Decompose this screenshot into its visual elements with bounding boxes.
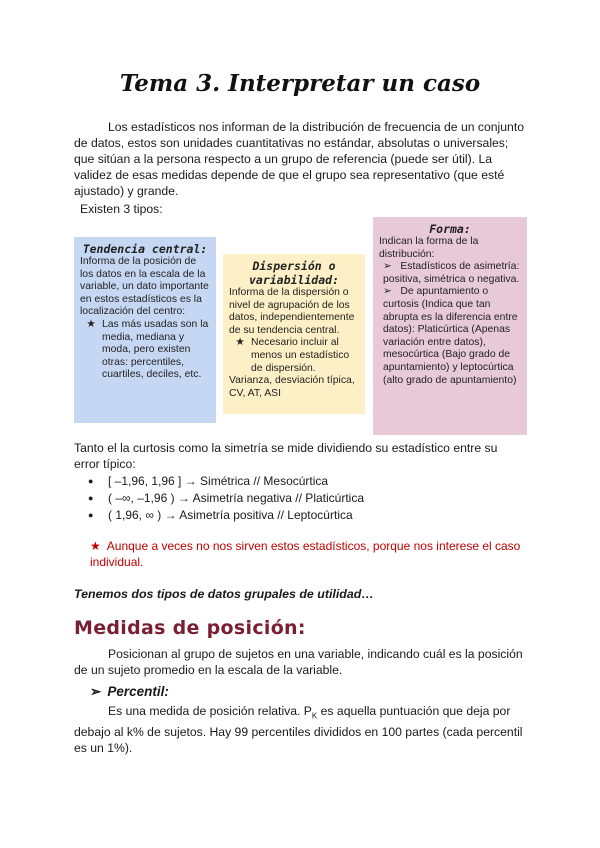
posicion-paragraph (74, 646, 526, 678)
star-icon: ★ (86, 318, 96, 330)
box-tendencia-star-text: Las más usadas son la media, mediana y moda, pero existen otras: percentiles, cuartiles, deciles, etc. (102, 318, 209, 381)
box-dispersion-tail: Varianza, desviación típica, CV, AT, ASI (229, 375, 355, 399)
box-dispersion-title: Dispersión o variabilidad: (248, 259, 339, 287)
box-forma-item-1-text: Estadísticos de asimetría: positiva, simétrica o negativa. (383, 261, 520, 285)
box-forma-item-1 (379, 261, 521, 286)
percentil-heading (90, 684, 169, 700)
list-item: ● [ –1,96, 1,96 ] → Simétrica // Mesocúrtica (88, 473, 364, 490)
box-dispersion-text: Informa de la dispersión o nivel de agrupación de los datos, independientemente de su tendencia central. (229, 287, 355, 336)
star-icon: ★ (90, 539, 101, 553)
curtosis-paragraph: Tanto el la curtosis como la simetría se mide dividiendo su estadístico entre su error típico: (74, 441, 498, 471)
note (90, 538, 530, 570)
arrow-icon: ➢ (90, 684, 102, 699)
box-forma-text: Indican la forma de la distribución: (379, 236, 479, 260)
list-item: ● ( 1,96, ∞ ) → Asimetría positiva // Leptocúrtica (88, 507, 364, 524)
criteria-list (88, 473, 364, 524)
note-text: Aunque a veces no nos sirven estos estadísticos, porque nos interese el caso individual. (90, 539, 521, 569)
percentil-paragraph (74, 703, 526, 756)
box-dispersion-star-text: Necesario incluir al menos un estadístico de dispersión. (251, 337, 350, 374)
box-forma (373, 217, 527, 435)
percentil-text-a: Es una medida de posición relativa. P (108, 704, 312, 718)
arrow-icon: ➢ (383, 261, 401, 273)
box-forma-item-2 (379, 286, 521, 387)
types-line: Existen 3 tipos: (80, 202, 163, 216)
box-tendencia-central (74, 237, 216, 423)
box-dispersion (223, 254, 365, 414)
page-title: Tema 3. Interpretar un caso (119, 70, 481, 97)
box-tendencia-text: Informa de la posición de los datos en la escala de la variable, un dato importante en estos estadísticos es la localización del centro: (80, 256, 209, 318)
group-data-line: Tenemos dos tipos de datos grupales de utilidad… (74, 587, 374, 601)
intro-paragraph (74, 119, 526, 199)
box-forma-item-2-text: De apuntamiento o curtosis (Indica que tan abrupta es la diferencia entre datos): Platicúrtica (Apenas variación entre datos), mesocúrtica (Bajo grado de apuntamiento) y leptocúrtica (alto grado de apuntamiento) (383, 286, 518, 386)
box-forma-title: Forma: (429, 222, 471, 236)
arrow-icon: ➢ (383, 286, 401, 298)
star-icon: ★ (235, 337, 245, 349)
intro-text: Los estadísticos nos informan de la distribución de frecuencia de un conjunto de datos, estos son unidades cuantitativas no estándar, absolutas o universales; que sitúan a la persona respecto a un grupo de referencia (puede ser útil). La validez de esas medidas depende de que el grupo sea representativo (que esté ajustado) y grande. (74, 120, 524, 198)
section-heading: Medidas de posición: (74, 617, 306, 639)
percentil-title: Percentil: (107, 684, 169, 699)
box-tendencia-title: Tendencia central: (82, 242, 208, 256)
percentil-text-b: es aquella puntuación que deja por debajo al k% de sujetos. Hay 99 percentiles divididos en 100 partes (cada percentil es un 1%). (74, 704, 523, 756)
posicion-text: Posicionan al grupo de sujetos en una variable, indicando cuál es la posición de un sujeto promedio en la escala de la variable. (74, 647, 523, 677)
list-item: ● ( –∞, –1,96 ) → Asimetría negativa // Platicúrtica (88, 490, 364, 507)
box-dispersion-star-item (229, 337, 359, 375)
percentil-subscript: K (311, 711, 318, 721)
box-tendencia-star-item (80, 319, 210, 382)
